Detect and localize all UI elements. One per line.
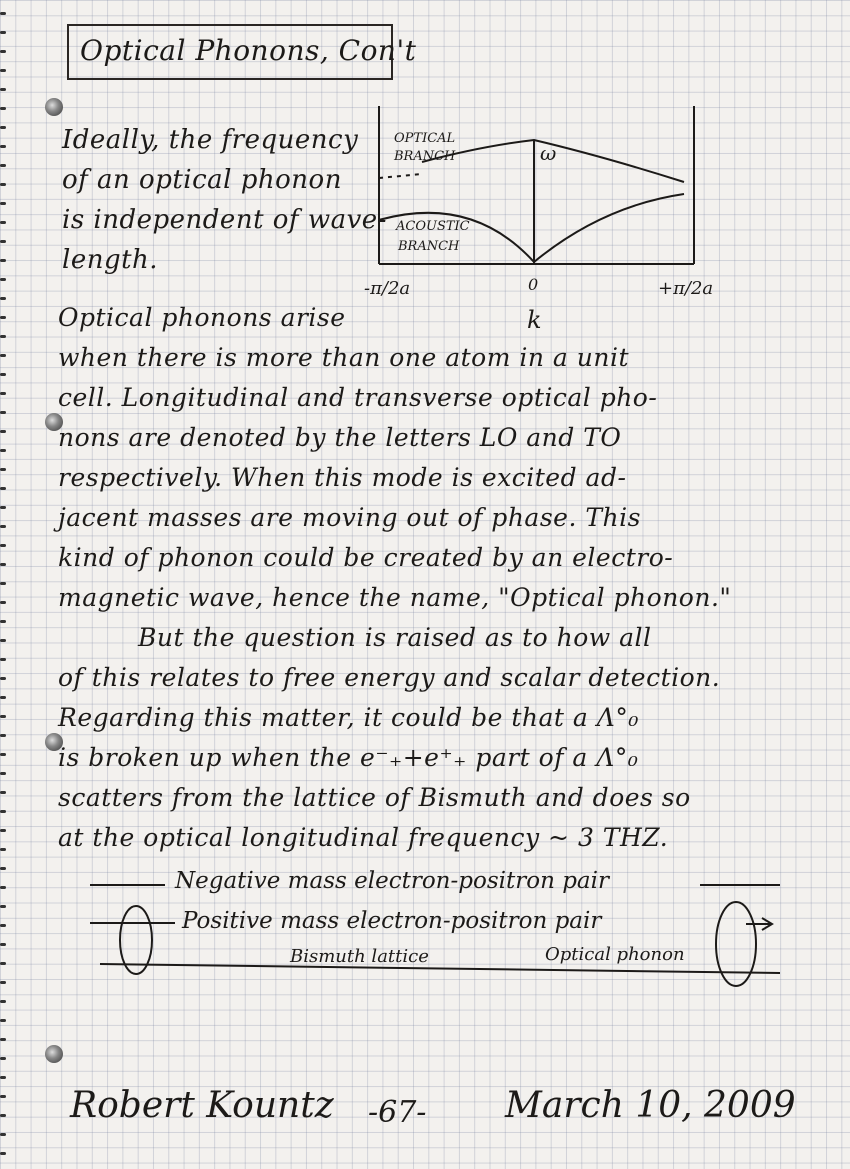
spiral-mark bbox=[0, 487, 6, 490]
spiral-mark bbox=[0, 506, 6, 509]
body-line: nons are denoted by the letters LO and TO bbox=[58, 423, 622, 452]
body-line: is broken up when the e⁻₊+e⁺₊ part of a Λ°₀ bbox=[58, 743, 639, 772]
page-title: Optical Phonons, Con't bbox=[80, 34, 417, 67]
spiral-mark bbox=[0, 1133, 6, 1136]
legend-bismuth: Bismuth lattice bbox=[290, 946, 429, 967]
spiral-mark bbox=[0, 544, 6, 547]
body-line: But the question is raised as to how all bbox=[138, 623, 652, 652]
body-line: respectively. When this mode is excited ad- bbox=[58, 463, 627, 492]
body-line: jacent masses are moving out of phase. This bbox=[58, 503, 641, 532]
spiral-mark bbox=[0, 1057, 6, 1060]
spiral-mark bbox=[0, 962, 6, 965]
spiral-mark bbox=[0, 943, 6, 946]
spiral-mark bbox=[0, 810, 6, 813]
spiral-mark bbox=[0, 639, 6, 642]
legend-optical: Optical phonon bbox=[545, 944, 685, 965]
spiral-mark bbox=[0, 772, 6, 775]
spiral-mark bbox=[0, 658, 6, 661]
spiral-mark bbox=[0, 1152, 6, 1155]
spiral-mark bbox=[0, 715, 6, 718]
spiral-mark bbox=[0, 202, 6, 205]
optical-branch-label: OPTICAL bbox=[394, 131, 456, 146]
spiral-mark bbox=[0, 620, 6, 623]
spiral-mark bbox=[0, 563, 6, 566]
spiral-mark bbox=[0, 164, 6, 167]
spiral-mark bbox=[0, 88, 6, 91]
spiral-mark bbox=[0, 867, 6, 870]
spiral-mark bbox=[0, 240, 6, 243]
body-line: at the optical longitudinal frequency ~ 3 THZ. bbox=[58, 823, 669, 852]
binder-hole bbox=[45, 1045, 63, 1063]
optical-branch-dashed bbox=[379, 174, 422, 178]
body-line: when there is more than one atom in a unit bbox=[58, 343, 629, 372]
spiral-mark bbox=[0, 316, 6, 319]
spiral-mark bbox=[0, 848, 6, 851]
x-tick-left: -π/2a bbox=[364, 278, 411, 299]
spiral-mark bbox=[0, 601, 6, 604]
spiral-mark bbox=[0, 582, 6, 585]
legend-sketch bbox=[90, 868, 790, 988]
intro-line: of an optical phonon bbox=[62, 165, 342, 195]
spiral-mark bbox=[0, 31, 6, 34]
page-number: -67- bbox=[368, 1095, 427, 1130]
spiral-mark bbox=[0, 411, 6, 414]
spiral-mark bbox=[0, 525, 6, 528]
acoustic-branch-label: ACOUSTIC bbox=[396, 219, 470, 234]
x-tick-center: 0 bbox=[528, 275, 539, 294]
spiral-mark bbox=[0, 335, 6, 338]
binder-hole bbox=[45, 98, 63, 116]
author-signature: Robert Kountz bbox=[70, 1085, 334, 1126]
spiral-mark bbox=[0, 734, 6, 737]
intro-text bbox=[62, 120, 387, 280]
x-tick-right: +π/2a bbox=[658, 278, 714, 299]
legend-positive: Positive mass electron-positron pair bbox=[182, 908, 602, 934]
spiral-mark bbox=[0, 50, 6, 53]
spiral-mark bbox=[0, 696, 6, 699]
body-line: Optical phonons arise bbox=[58, 303, 346, 332]
spiral-mark bbox=[0, 753, 6, 756]
acoustic-branch-label: BRANCH bbox=[398, 239, 460, 254]
body-line: of this relates to free energy and scalar detection. bbox=[58, 663, 721, 692]
particle-arrow bbox=[746, 918, 772, 930]
spiral-mark bbox=[0, 791, 6, 794]
body-line: magnetic wave, hence the name, "Optical phonon." bbox=[58, 583, 732, 612]
spiral-mark bbox=[0, 449, 6, 452]
spiral-mark bbox=[0, 354, 6, 357]
body-line: Regarding this matter, it could be that a Λ°₀ bbox=[58, 703, 639, 732]
spiral-mark bbox=[0, 1019, 6, 1022]
body-text bbox=[58, 298, 818, 858]
page-date: March 10, 2009 bbox=[505, 1085, 796, 1126]
spiral-mark bbox=[0, 259, 6, 262]
x-axis-label: k bbox=[527, 306, 542, 334]
optical-branch-label: BRANCH bbox=[394, 149, 456, 164]
intro-line: is independent of wave- bbox=[62, 205, 387, 235]
intro-line: length. bbox=[62, 245, 159, 275]
body-line: cell. Longitudinal and transverse optical pho- bbox=[58, 383, 658, 412]
spiral-mark bbox=[0, 677, 6, 680]
intro-line: Ideally, the frequency bbox=[62, 125, 359, 155]
spiral-mark bbox=[0, 69, 6, 72]
omega-label: ω bbox=[540, 141, 557, 165]
spiral-mark bbox=[0, 278, 6, 281]
spiral-mark bbox=[0, 1095, 6, 1098]
spiral-mark bbox=[0, 1114, 6, 1117]
spiral-mark bbox=[0, 221, 6, 224]
spiral-mark bbox=[0, 1000, 6, 1003]
body-line: scatters from the lattice of Bismuth and does so bbox=[58, 783, 691, 812]
spiral-mark bbox=[0, 1076, 6, 1079]
spiral-mark bbox=[0, 981, 6, 984]
spiral-mark bbox=[0, 886, 6, 889]
spiral-mark bbox=[0, 297, 6, 300]
spiral-mark bbox=[0, 829, 6, 832]
spiral-mark bbox=[0, 145, 6, 148]
spiral-mark bbox=[0, 430, 6, 433]
spiral-mark bbox=[0, 392, 6, 395]
spiral-mark bbox=[0, 905, 6, 908]
spiral-mark bbox=[0, 1038, 6, 1041]
legend-negative: Negative mass electron-positron pair bbox=[175, 868, 609, 894]
spiral-mark bbox=[0, 126, 6, 129]
spiral-mark bbox=[0, 373, 6, 376]
spiral-mark bbox=[0, 107, 6, 110]
spiral-mark bbox=[0, 468, 6, 471]
spiral-mark bbox=[0, 12, 6, 15]
spiral-mark bbox=[0, 183, 6, 186]
body-line: kind of phonon could be created by an electro- bbox=[58, 543, 674, 572]
legend-line-lattice bbox=[100, 964, 780, 973]
spiral-mark bbox=[0, 924, 6, 927]
